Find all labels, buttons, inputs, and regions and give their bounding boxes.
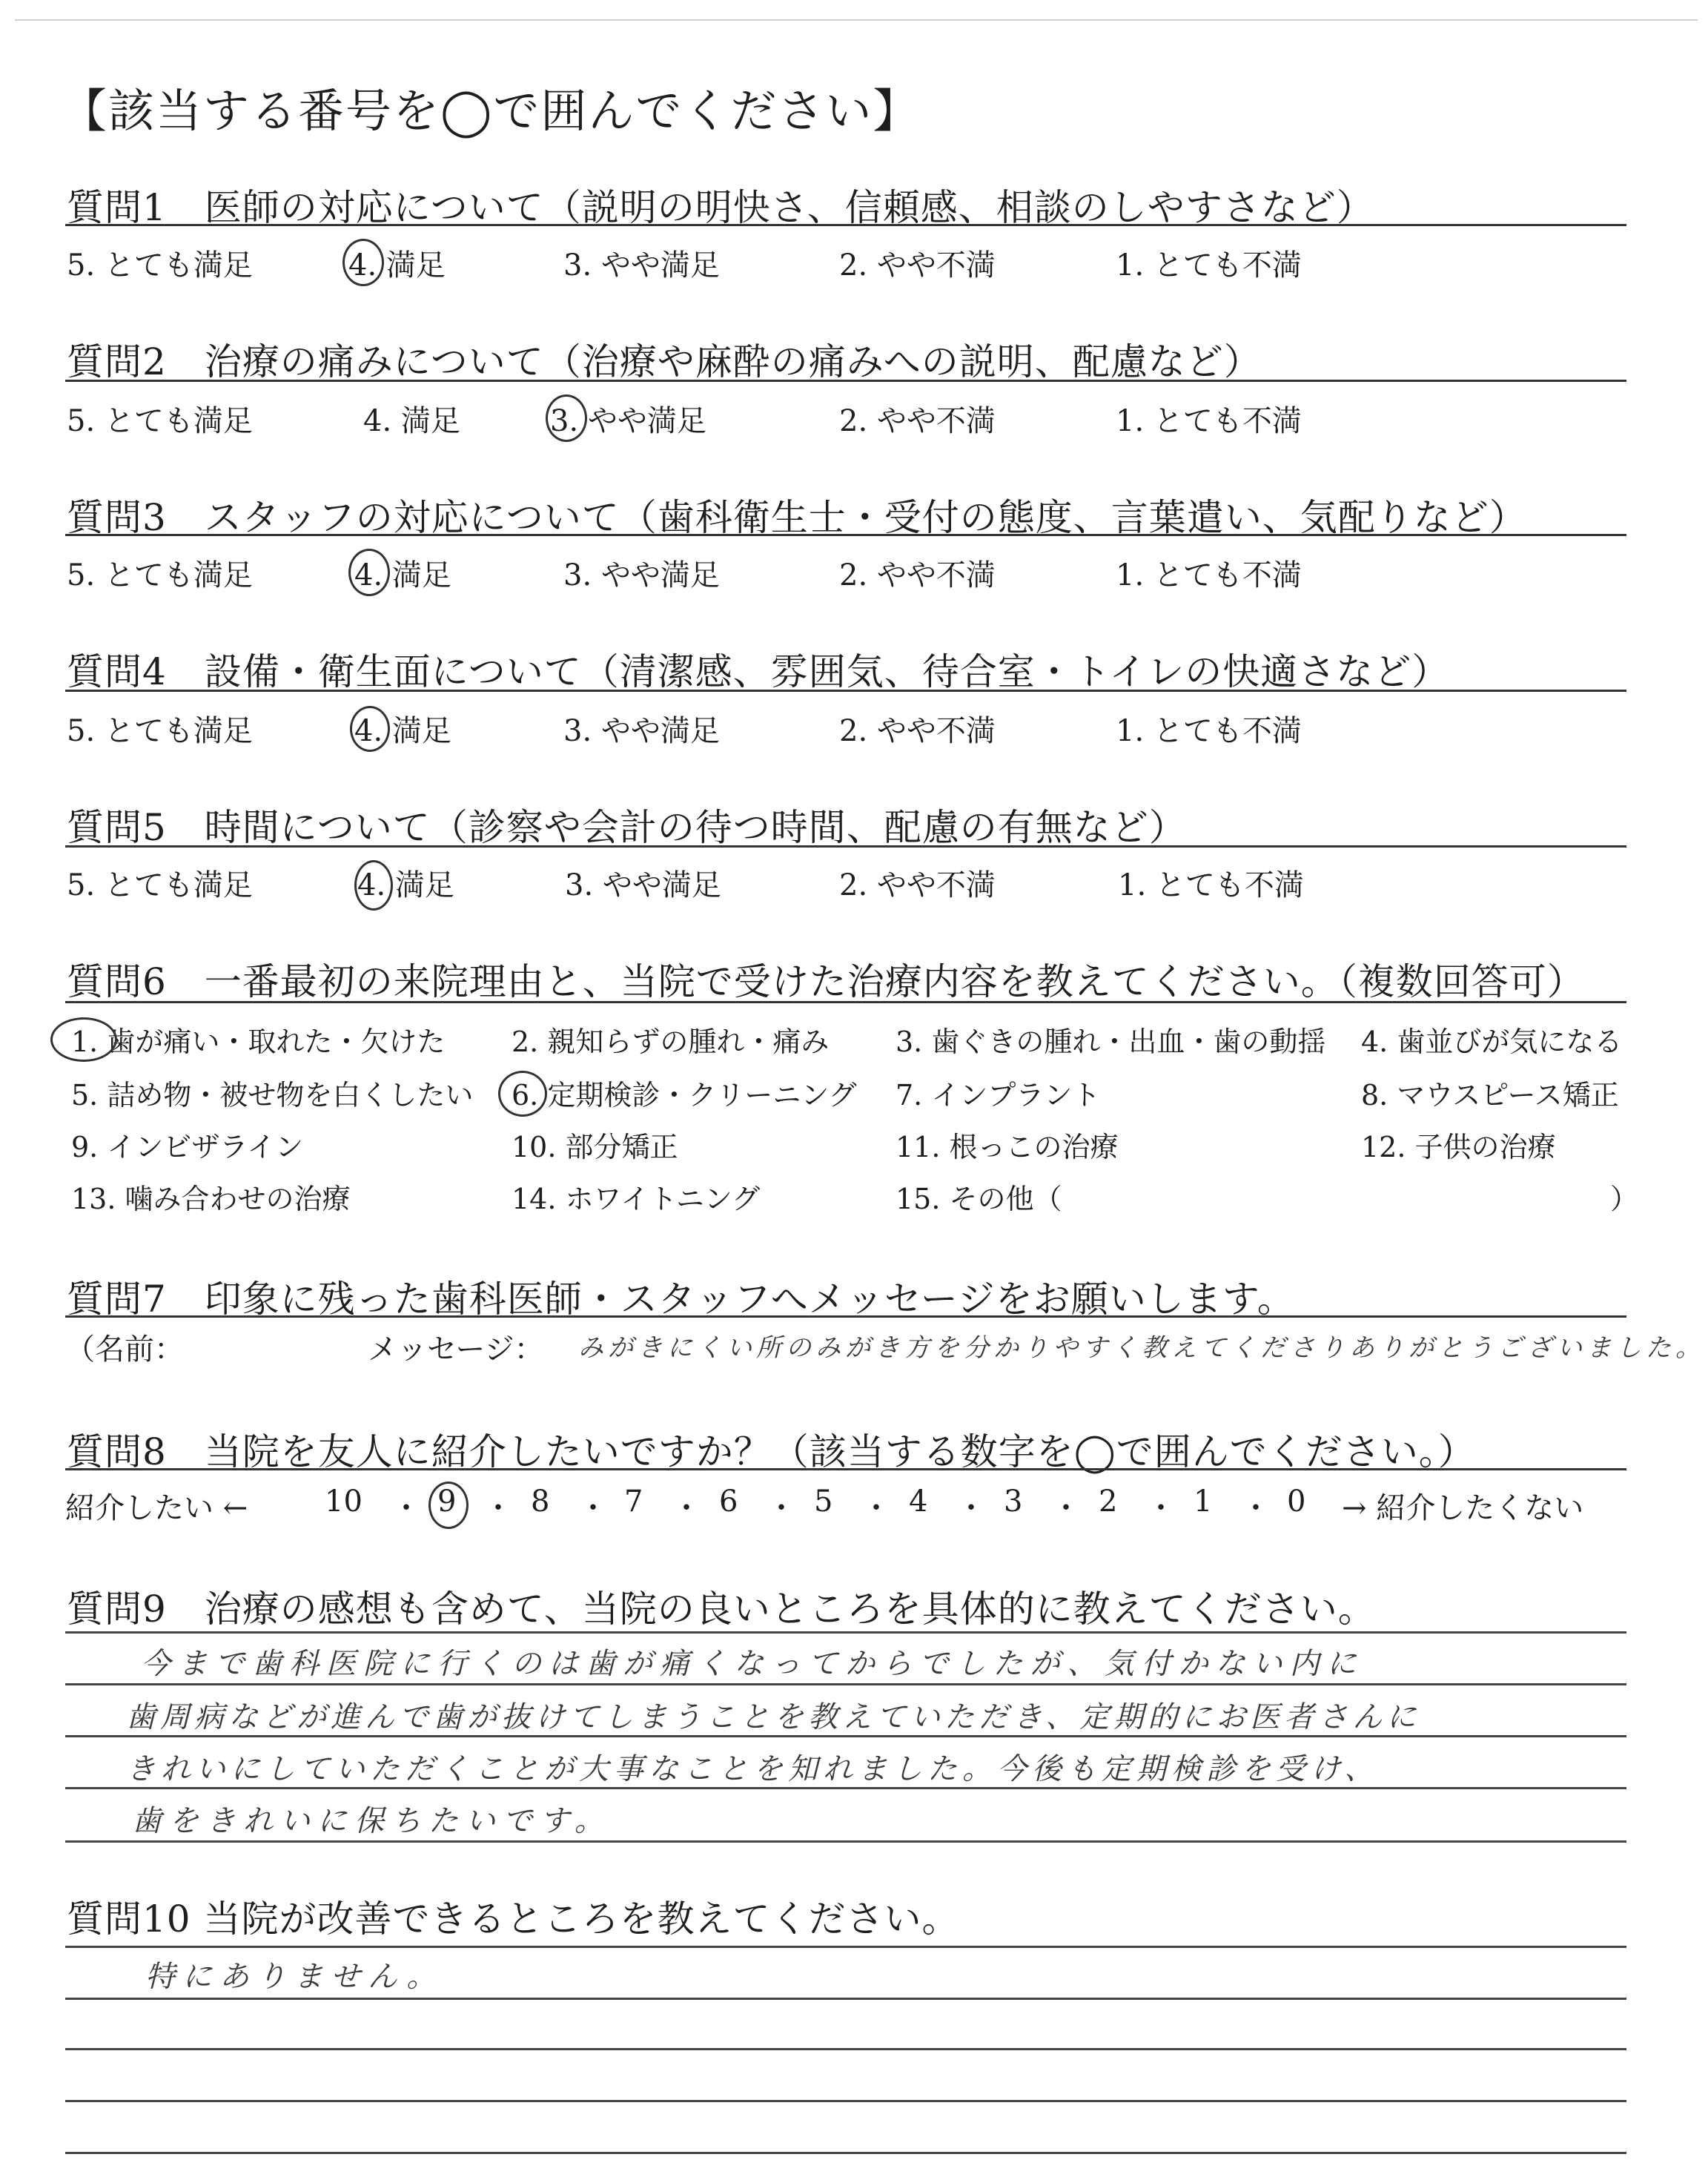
q6-option-2[interactable]: 2. 親知らずの腫れ・痛み [512, 1025, 830, 1058]
q9-writing-line [65, 1683, 1626, 1685]
q6-option-9[interactable]: 9. インビザライン [71, 1131, 304, 1163]
question-3-label: 質問3 スタッフの対応について（歯科衛生士・受付の態度、言葉遣い、気配りなど） [67, 496, 1527, 539]
question-9-label: 質問9 治療の感想も含めて、当院の良いところを具体的に教えてください。 [67, 1588, 1376, 1631]
q2-option-2[interactable]: 2. やや不満 [839, 404, 996, 438]
q8-number-7[interactable]: 7 [624, 1484, 643, 1519]
q8-number-2[interactable]: 2 [1099, 1484, 1118, 1519]
q1-option-5[interactable]: 5. とても満足 [67, 248, 253, 283]
q6-option-15-close: ） [1610, 1183, 1639, 1215]
question-8-rule [65, 1468, 1626, 1470]
q6-option-14[interactable]: 14. ホワイトニング [512, 1183, 761, 1215]
q8-number-3[interactable]: 3 [1004, 1484, 1023, 1519]
q8-selection-circle [428, 1482, 469, 1529]
q8-number-9[interactable]: 9 [437, 1484, 457, 1519]
q6-option-15[interactable]: 15. その他（ [896, 1183, 1062, 1215]
q1-option-1[interactable]: 1. とても不満 [1116, 248, 1302, 283]
q2-option-3[interactable]: 3. やや満足 [550, 404, 706, 438]
q5-option-3[interactable]: 3. やや満足 [565, 868, 721, 902]
question-2-label: 質問2 治療の痛みについて（治療や麻酔の痛みへの説明、配慮など） [67, 340, 1262, 383]
page-title: 【該当する番号を◯で囲んでください】 [61, 84, 921, 138]
q6-option-10[interactable]: 10. 部分矯正 [512, 1131, 678, 1163]
q6-option-3[interactable]: 3. 歯ぐきの腫れ・出血・歯の動揺 [896, 1025, 1326, 1058]
q9-writing-line [65, 1631, 1626, 1634]
q7-name-label: （名前： [65, 1332, 184, 1367]
q6-option-1[interactable]: 1. 歯が痛い・取れた・欠けた [71, 1025, 446, 1058]
q3-option-4[interactable]: 4. 満足 [354, 558, 451, 592]
question-1-rule [65, 224, 1626, 226]
q4-option-5[interactable]: 5. とても満足 [67, 714, 253, 748]
question-4-rule [65, 690, 1626, 692]
q9-answer-line[interactable]: きれいにしていただくことが大事なことを知れました。今後も定期検診を受け、 [126, 1752, 1380, 1786]
q3-option-2[interactable]: 2. やや不満 [839, 558, 996, 592]
q8-dot: ・ [1241, 1491, 1271, 1525]
q1-option-3[interactable]: 3. やや満足 [563, 248, 720, 283]
q10-writing-line [65, 1998, 1626, 2000]
question-1-label: 質問1 医師の対応について（説明の明快さ、信頼感、相談のしやすさなど） [67, 186, 1374, 229]
q10-answer-line[interactable]: 特にありません。 [145, 1960, 444, 1994]
q8-number-1[interactable]: 1 [1194, 1484, 1213, 1519]
q8-dot: ・ [861, 1491, 891, 1525]
q8-dot: ・ [1146, 1491, 1176, 1525]
q10-writing-line [65, 1946, 1626, 1948]
q5-option-1[interactable]: 1. とても不満 [1118, 868, 1304, 902]
q7-handwritten-message[interactable]: みがきにくい所のみがき方を分かりやすく教えてくださりありがとうございました。 [578, 1333, 1705, 1363]
q8-right-label: → 紹介したくない [1342, 1491, 1584, 1525]
q1-option-4[interactable]: 4. 満足 [348, 248, 446, 283]
q5-selection-circle [354, 860, 393, 911]
q6-option-13[interactable]: 13. 噛み合わせの治療 [71, 1183, 351, 1215]
q4-option-2[interactable]: 2. やや不満 [839, 714, 996, 748]
q9-answer-line[interactable]: 今まで歯科医院に行くのは歯が痛くなってからでしたが、気付かない内に [141, 1647, 1364, 1681]
q3-option-3[interactable]: 3. やや満足 [563, 558, 720, 592]
q6-option-12[interactable]: 12. 子供の治療 [1361, 1131, 1556, 1163]
question-7-label: 質問7 印象に残った歯科医師・スタッフへメッセージをお願いします。 [67, 1278, 1295, 1321]
q6-selection-circle-6 [498, 1071, 547, 1117]
q4-option-4[interactable]: 4. 満足 [354, 714, 451, 748]
q6-option-4[interactable]: 4. 歯並びが気になる [1361, 1025, 1623, 1058]
question-6-rule [65, 1001, 1626, 1003]
q2-option-5[interactable]: 5. とても満足 [67, 404, 253, 438]
q1-selection-circle [342, 239, 384, 286]
question-7-rule [65, 1315, 1626, 1318]
q6-option-8[interactable]: 8. マウスピース矯正 [1361, 1079, 1619, 1112]
q7-message-label: メッセージ： [368, 1332, 544, 1367]
q3-option-5[interactable]: 5. とても満足 [67, 558, 253, 592]
q8-dot: ・ [956, 1491, 986, 1525]
q8-number-5[interactable]: 5 [814, 1484, 833, 1519]
q5-option-5[interactable]: 5. とても満足 [67, 868, 253, 902]
q8-dot: ・ [1051, 1491, 1081, 1525]
q4-option-1[interactable]: 1. とても不満 [1116, 714, 1302, 748]
q8-dot: ・ [767, 1491, 796, 1525]
q5-option-2[interactable]: 2. やや不満 [839, 868, 996, 902]
question-5-rule [65, 845, 1626, 848]
q8-left-label: 紹介したい ← [65, 1491, 248, 1525]
question-4-label: 質問4 設備・衛生面について（清潔感、雰囲気、待合室・トイレの快適さなど） [67, 650, 1450, 693]
q2-option-1[interactable]: 1. とても不満 [1116, 404, 1302, 438]
q9-answer-line[interactable]: 歯周病などが進んで歯が抜けてしまうことを教えていただき、定期的にお医者さんに [126, 1700, 1421, 1734]
q8-number-8[interactable]: 8 [531, 1484, 550, 1519]
q6-option-11[interactable]: 11. 根っこの治療 [896, 1131, 1119, 1163]
q6-option-6[interactable]: 6. 定期検診・クリーニング [512, 1079, 857, 1112]
q8-dot: ・ [672, 1491, 701, 1525]
q8-number-10[interactable]: 10 [325, 1484, 363, 1519]
scan-top-edge [15, 19, 1698, 21]
q8-dot: ・ [391, 1491, 421, 1525]
q10-writing-line [65, 2100, 1626, 2102]
question-2-rule [65, 380, 1626, 382]
q4-selection-circle [350, 706, 390, 752]
q6-selection-circle-1 [50, 1017, 117, 1062]
question-6-label: 質問6 一番最初の来院理由と、当院で受けた治療内容を教えてください。（複数回答可） [67, 960, 1585, 1003]
q1-option-2[interactable]: 2. やや不満 [839, 248, 996, 283]
question-10-label: 質問10 当院が改善できるところを教えてください。 [67, 1898, 960, 1941]
q9-writing-line [65, 1840, 1626, 1843]
question-8-label: 質問8 当院を友人に紹介したいですか？（該当する数字を◯で囲んでください。） [67, 1430, 1476, 1473]
q8-dot: ・ [483, 1491, 513, 1525]
q6-option-5[interactable]: 5. 詰め物・被せ物を白くしたい [71, 1079, 474, 1112]
q10-writing-line [65, 2048, 1626, 2050]
q8-dot: ・ [578, 1491, 608, 1525]
q10-writing-line [65, 2152, 1626, 2154]
q4-option-3[interactable]: 3. やや満足 [563, 714, 720, 748]
question-3-rule [65, 534, 1626, 536]
q2-selection-circle [546, 394, 587, 442]
q6-option-7[interactable]: 7. インプラント [896, 1079, 1101, 1112]
q8-number-6[interactable]: 6 [719, 1484, 738, 1519]
q3-option-1[interactable]: 1. とても不満 [1116, 558, 1302, 592]
q5-option-4[interactable]: 4. 満足 [357, 868, 454, 902]
q2-option-4[interactable]: 4. 満足 [363, 404, 460, 438]
question-5-label: 質問5 時間について（診察や会計の待つ時間、配慮の有無など） [67, 806, 1187, 849]
q9-answer-line[interactable]: 歯をきれいに保ちたいです。 [132, 1804, 612, 1838]
q8-number-0[interactable]: 0 [1287, 1484, 1306, 1519]
q8-number-4[interactable]: 4 [909, 1484, 928, 1519]
q3-selection-circle [348, 549, 390, 596]
